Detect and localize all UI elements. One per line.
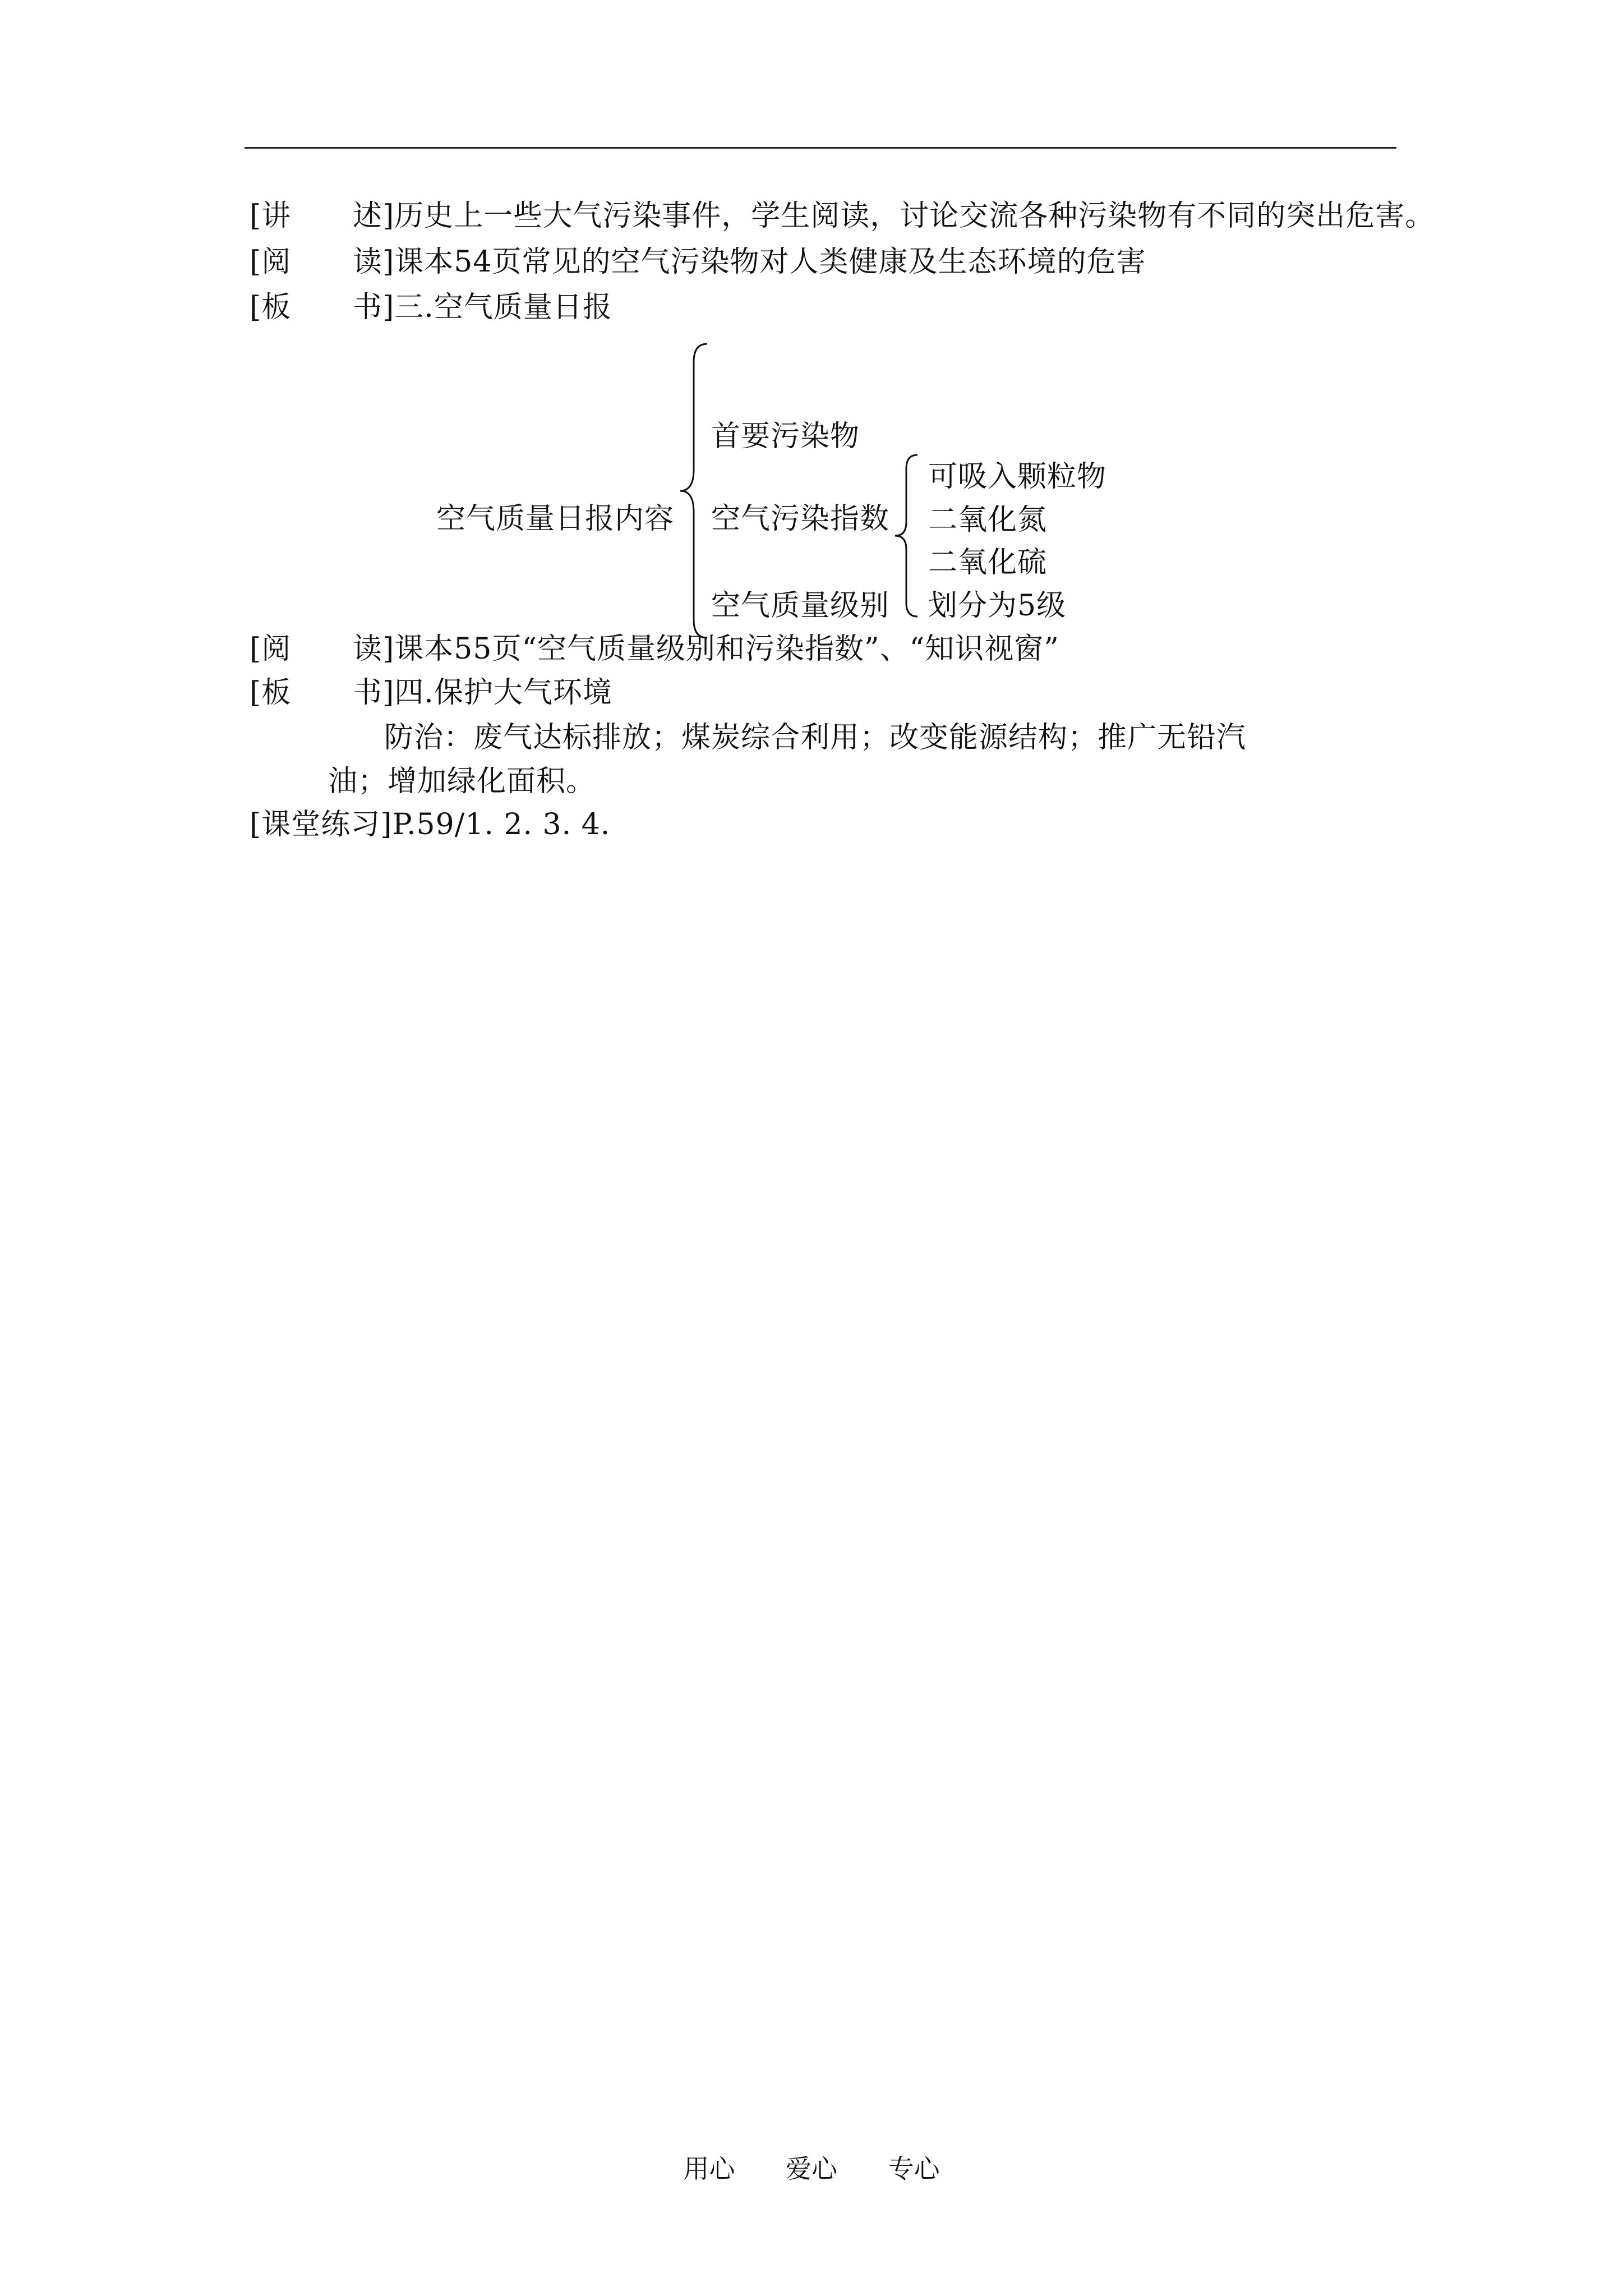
sub-item-no2: 二氧化氮 — [928, 503, 1048, 537]
tag-end: 读] — [353, 245, 395, 279]
line-text: 课本54页常见的空气污染物对人类健康及生态环境的危害 — [394, 245, 1146, 279]
sub-item-pm: 可吸入颗粒物 — [928, 460, 1107, 494]
diagram-root: 空气质量日报内容 — [436, 502, 675, 536]
tag-start: [板 — [250, 676, 292, 710]
tag-practice: [课堂练习] — [250, 808, 393, 841]
prevention-line: 防治：废气达标排放；煤炭综合利用；改变能源结构；推广无铅汽 — [384, 721, 1247, 754]
footer-item: 爱心 — [786, 2154, 837, 2184]
tag-start: [讲 — [250, 199, 292, 233]
tag-start: [阅 — [250, 245, 292, 279]
tag-start: [阅 — [250, 632, 292, 666]
practice-line — [250, 808, 610, 841]
reading-line-2 — [250, 632, 1059, 666]
line-text: 四.保护大气环境 — [394, 676, 612, 710]
board-line-1 — [250, 291, 612, 324]
prevention-line-cont: 油；增加绿化面积。 — [328, 765, 596, 798]
tag-end: 书] — [353, 676, 395, 710]
board-line-2 — [250, 676, 612, 710]
tag-end: 读] — [353, 632, 395, 666]
branch-pollution-index: 空气污染指数 — [711, 502, 890, 536]
branch-primary-pollutant: 首要污染物 — [711, 420, 860, 453]
lecture-line — [250, 199, 1435, 233]
line-text: 历史上一些大气污染事件，学生阅读，讨论交流各种污染物有不同的突出危害。 — [394, 199, 1435, 233]
tag-end: 述] — [353, 199, 395, 233]
main-brace — [676, 339, 709, 642]
tag-start: [板 — [250, 291, 292, 324]
footer — [0, 2148, 1623, 2185]
footer-item: 用心 — [683, 2154, 735, 2184]
branch-quality-level: 空气质量级别 — [711, 589, 890, 623]
line-text: 三.空气质量日报 — [394, 291, 612, 324]
reading-line-1 — [250, 245, 1146, 279]
line-text: 课本55页“空气质量级别和污染指数”、“知识视窗” — [394, 632, 1059, 666]
tag-end: 书] — [353, 291, 395, 324]
line-text: P.59/1. 2. 3. 4. — [392, 808, 611, 841]
sub-item-so2: 二氧化硫 — [928, 546, 1048, 579]
sub-item-levels: 划分为5级 — [928, 589, 1067, 623]
footer-item: 专心 — [888, 2154, 940, 2184]
sub-brace — [891, 452, 920, 620]
header-rule — [245, 147, 1396, 149]
